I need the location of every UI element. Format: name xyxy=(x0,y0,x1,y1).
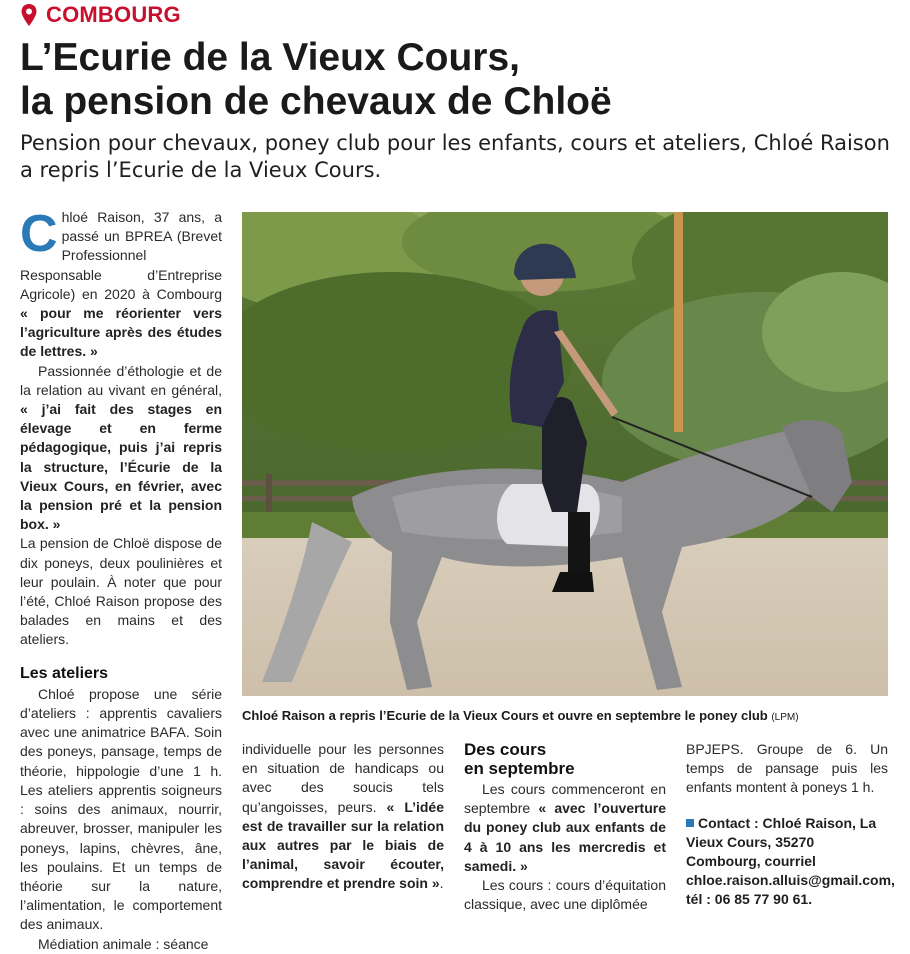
drop-cap: C xyxy=(20,205,58,263)
photo-credit: (LPM) xyxy=(771,712,799,723)
article-column-2 xyxy=(242,740,444,894)
paragraph-pension: La pension de Chloë dispose de dix poneys, deux poulinières et leur poulain. À noter que pour l’été, Chloé Raison propose des balades en mains et des ateliers. xyxy=(20,535,222,648)
headline-line-2: la pension de chevaux de Chloë xyxy=(20,80,612,123)
article-column-1 xyxy=(20,205,222,954)
map-pin-icon xyxy=(20,3,38,27)
subhead-cours-line-2: en septembre xyxy=(464,759,575,778)
paragraph-equitation: Les cours : cours d’équitation classique, avec une diplômée xyxy=(464,877,666,913)
mediation-end: . xyxy=(439,875,444,892)
article-photo xyxy=(242,212,888,696)
lede xyxy=(20,130,900,184)
paragraph-cours xyxy=(464,780,666,876)
paragraph-bpjeps: BPJEPS. Groupe de 6. Un temps de pansage puis les enfants montent à poneys 1 h. xyxy=(686,741,888,796)
paragraph-mediation: Médiation animale : séance xyxy=(38,935,209,952)
intro-text: hloé Raison, 37 ans, a passé un BPREA (Brevet Professionnel Responsable d’Entreprise Agricole) en 2020 à Combourg xyxy=(20,209,222,302)
paragraph-ateliers: Chloé propose une série d’ateliers : apprentis cavaliers avec une animatrice BAFA. Soin des poneys, pansage, temps de théorie, hippologie d’une 1 h. Les ateliers apprentis soigneurs : soins des animaux, nourrir, abreuver, brosser, manipuler les poneys, lapins, chèvres, âne, les poulains. Et un temps de théorie sur la nature, l’alimentation, le comportement des animaux. xyxy=(20,685,222,933)
contact-block xyxy=(686,814,895,910)
article-column-4 xyxy=(686,740,895,910)
headline-line-1: L’Ecurie de la Vieux Cours, xyxy=(20,36,520,79)
subhead-ateliers: Les ateliers xyxy=(20,664,109,682)
lede-line-2: a repris l’Ecurie de la Vieux Cours. xyxy=(20,158,382,182)
location-label: COMBOURG xyxy=(46,2,181,27)
mediation-quote: « L’idée est de travailler sur la relation aux autres par le biais de l’animal, savoir écouter, comprendre et prendre soin » xyxy=(242,798,444,892)
article-column-3 xyxy=(464,740,666,914)
mediation-text: individuelle pour les personnes en situation de handicaps ou avec des soucis tels qu’angoisses, peurs. xyxy=(242,741,444,815)
ethology-text: Passionnée d’éthologie et de la relation au vivant en général, xyxy=(20,362,222,398)
headline xyxy=(20,36,900,124)
photo-caption xyxy=(242,708,892,723)
paragraph-mediation-continued xyxy=(242,740,444,894)
bullet-square-icon xyxy=(686,819,694,827)
cours-quote: « avec l’ouverture du poney club aux enfants de 4 à 10 ans les mercredis et samedi. » xyxy=(464,800,666,874)
intro-quote: « pour me réorienter vers l’agriculture après des études de lettres. » xyxy=(20,305,222,360)
cours-text: Les cours commenceront en septembre xyxy=(464,781,666,817)
paragraph-ethology xyxy=(20,362,222,535)
lede-line-1: Pension pour chevaux, poney club pour les enfants, cours et ateliers, Chloé Raison xyxy=(20,131,890,155)
rider-on-horse-photo xyxy=(242,212,888,696)
subhead-cours-line-1: Des cours xyxy=(464,740,547,759)
caption-text: Chloé Raison a repris l’Ecurie de la Vieux Cours et ouvre en septembre le poney club xyxy=(242,708,768,723)
paragraph-intro xyxy=(20,205,222,362)
ethology-quote: « j’ai fait des stages en élevage et en ferme pédagogique, puis j’ai repris la structure, l’Écurie de la Vieux Cours, en février, avec la pension pré et la pension box. » xyxy=(20,401,222,533)
location-kicker xyxy=(20,2,181,28)
contact-text: Contact : Chloé Raison, La Vieux Cours, 35270 Combourg, courriel chloe.raison.alluis@gmail.com, tél : 06 85 77 90 61. xyxy=(686,814,895,908)
subhead-cours xyxy=(464,740,666,778)
